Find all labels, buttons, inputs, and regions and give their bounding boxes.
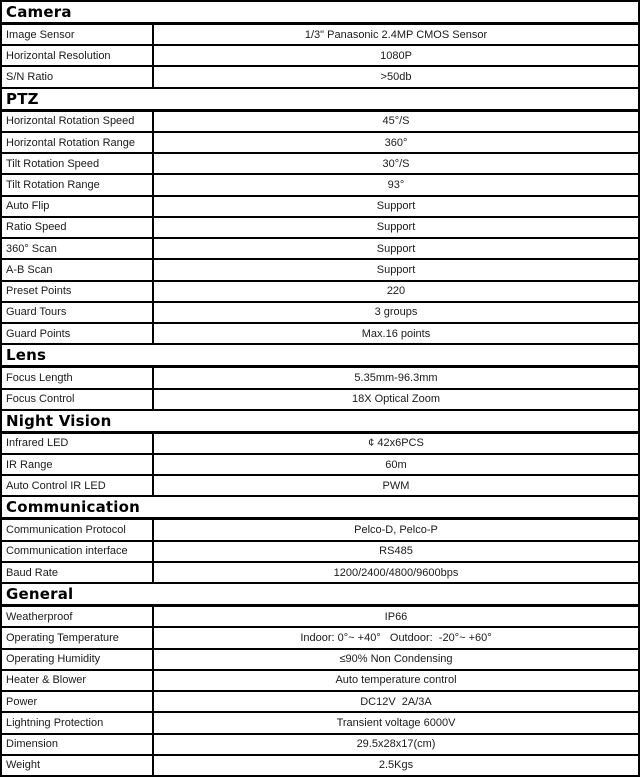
spec-row <box>2 197 638 218</box>
spec-row <box>2 239 638 260</box>
spec-label: Tilt Rotation Speed <box>2 154 154 173</box>
spec-value: 1080P <box>380 49 412 62</box>
spec-value: Support <box>376 263 416 276</box>
spec-label: Communication Protocol <box>2 520 154 539</box>
spec-row <box>2 112 638 133</box>
spec-row <box>2 607 638 628</box>
spec-row <box>2 25 638 46</box>
spec-row <box>2 735 638 756</box>
spec-label: A-B Scan <box>2 260 154 279</box>
spec-value: Support <box>376 242 416 255</box>
spec-label: Focus Control <box>2 390 154 409</box>
spec-value: 1/3" Panasonic 2.4MP CMOS Sensor <box>304 28 488 41</box>
spec-row <box>2 692 638 713</box>
section-header-ptz: PTZ <box>2 89 638 112</box>
spec-value: PWM <box>382 479 410 492</box>
spec-value: 2.5Kgs <box>378 759 414 772</box>
section-header-lens: Lens <box>2 345 638 368</box>
spec-value: Max.16 points <box>361 327 431 340</box>
spec-value: Transient voltage 6000V <box>336 716 456 729</box>
spec-label: Preset Points <box>2 282 154 301</box>
spec-row <box>2 563 638 584</box>
spec-row <box>2 175 638 196</box>
spec-label: Auto Flip <box>2 197 154 216</box>
spec-value: 1200/2400/4800/9600bps <box>333 566 459 579</box>
spec-label: Guard Tours <box>2 303 154 322</box>
spec-row <box>2 713 638 734</box>
spec-label: Infrared LED <box>2 434 154 453</box>
spec-label: Horizontal Rotation Range <box>2 133 154 152</box>
spec-value: 29.5x28x17(cm) <box>356 738 436 751</box>
spec-row <box>2 67 638 88</box>
spec-label: Horizontal Resolution <box>2 46 154 65</box>
spec-value: 18X Optical Zoom <box>351 393 441 406</box>
spec-value: 360° <box>384 136 408 149</box>
spec-row <box>2 46 638 67</box>
spec-value: ¢ 42x6PCS <box>368 437 424 450</box>
spec-value: RS485 <box>379 545 413 558</box>
spec-value: Support <box>376 200 416 213</box>
spec-row <box>2 650 638 671</box>
spec-label: 360° Scan <box>2 239 154 258</box>
spec-value: 220 <box>386 285 406 298</box>
spec-row <box>2 154 638 175</box>
section-header-general: General <box>2 584 638 607</box>
spec-label: Weight <box>2 756 154 775</box>
spec-value: DC12V 2A/3A <box>360 695 432 708</box>
spec-row <box>2 455 638 476</box>
spec-row <box>2 434 638 455</box>
spec-row <box>2 368 638 389</box>
spec-row <box>2 260 638 281</box>
spec-value: IP66 <box>384 610 408 623</box>
spec-label: Tilt Rotation Range <box>2 175 154 194</box>
spec-label: Baud Rate <box>2 563 154 582</box>
spec-value: 5.35mm-96.3mm <box>354 371 438 384</box>
spec-label: Communication interface <box>2 542 154 561</box>
spec-row <box>2 218 638 239</box>
spec-label: Guard Points <box>2 324 154 343</box>
spec-label: Image Sensor <box>2 25 154 44</box>
section-header-communication: Communication <box>2 497 638 520</box>
spec-row <box>2 390 638 411</box>
spec-row <box>2 756 638 775</box>
spec-row <box>2 133 638 154</box>
spec-value: 60m <box>385 458 407 471</box>
spec-row <box>2 303 638 324</box>
spec-row <box>2 542 638 563</box>
spec-value: Pelco-D, Pelco-P <box>354 524 438 537</box>
spec-label: Weatherproof <box>2 607 154 626</box>
spec-row <box>2 671 638 692</box>
section-header-camera: Camera <box>2 2 638 25</box>
spec-value: 45°/S <box>382 115 410 128</box>
spec-label: Horizontal Rotation Speed <box>2 112 154 131</box>
spec-label: Focus Length <box>2 368 154 387</box>
spec-value: 30°/S <box>382 157 410 170</box>
spec-row <box>2 324 638 345</box>
spec-value: >50db <box>380 71 412 84</box>
spec-value: Indoor: 0°~ +40° Outdoor: -20°~ +60° <box>300 632 492 644</box>
spec-row <box>2 628 638 649</box>
spec-label: Auto Control IR LED <box>2 476 154 495</box>
spec-row <box>2 282 638 303</box>
spec-label: Lightning Protection <box>2 713 154 732</box>
spec-label: Power <box>2 692 154 711</box>
spec-row <box>2 476 638 497</box>
spec-value: Auto temperature control <box>335 674 457 687</box>
spec-row <box>2 520 638 541</box>
spec-label: Operating Humidity <box>2 650 154 669</box>
spec-label: Dimension <box>2 735 154 754</box>
spec-value: 93° <box>387 179 405 192</box>
spec-label: Heater & Blower <box>2 671 154 690</box>
spec-label: IR Range <box>2 455 154 474</box>
spec-value: 3 groups <box>374 306 418 319</box>
spec-label: Ratio Speed <box>2 218 154 237</box>
spec-label: Operating Temperature <box>2 628 154 647</box>
spec-label: S/N Ratio <box>2 67 154 86</box>
spec-value: Support <box>376 221 416 234</box>
spec-value: ≤90% Non Condensing <box>339 653 453 666</box>
section-header-night-vision: Night Vision <box>2 411 638 434</box>
